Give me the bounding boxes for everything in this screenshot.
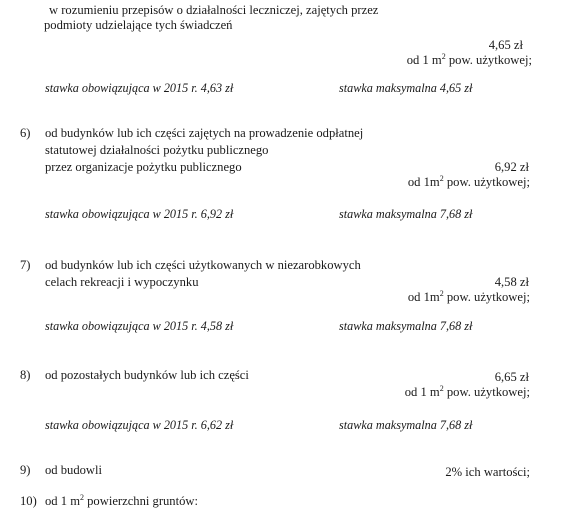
item7-unit: od $1m^2$ pow. użytkowej; [407,289,530,304]
item9-text: od budowli [45,463,103,477]
item5-text-line2: podmioty udzielające tych świadczeń [44,18,233,32]
item5-rate-2015: stawka obowiązująca w 2015 r. 4,63 zł [45,81,234,95]
item5-rate-max: stawka maksymalna 4,65 zł [339,81,473,95]
item6-rate-2015: stawka obowiązująca w 2015 r. 6,92 zł [45,207,234,221]
item8-rate-2015: stawka obowiązująca w 2015 r. 6,62 zł [45,418,234,432]
item8-number: 8) [20,368,31,382]
item9-number: 9) [20,463,31,477]
item8-amount: 6,65 zł [494,370,529,384]
item7-text-line1: od budynków lub ich części użytkowanych w niezarobkowych [45,258,361,272]
item7-rate-2015: stawka obowiązująca w 2015 r. 4,58 zł [45,319,234,333]
item6-text-line1: od budynków lub ich części zajętych na prowadzenie odpłatnej [45,126,364,140]
item7-amount: 4,58 zł [494,275,529,289]
item7-number: 7) [20,258,31,272]
item6-unit: od $1m^2$ pow. użytkowej; [407,174,530,189]
item10-number: 10) [20,494,37,508]
item5-amount: 4,65 zł [488,38,523,52]
item7-rate-max: stawka maksymalna 7,68 zł [339,319,473,333]
item6-rate-max: stawka maksymalna 7,68 zł [339,207,473,221]
item5-unit: od 1 $m^2$ pow. użytkowej; [406,52,532,67]
item6-text-line2: statutowej działalności pożytku publicznego [45,143,269,157]
item8-text-line1: od pozostałych budynków lub ich części [45,368,249,382]
item6-number: 6) [20,126,31,140]
item9-amount: 2% ich wartości; [445,465,530,479]
item6-amount: 6,92 zł [494,160,529,174]
item8-unit: od 1 $m^2$ pow. użytkowej; [404,384,530,399]
item10-text: od 1 $m^2$ powierzchni gruntów: [45,493,198,508]
item6-text-line3: przez organizacje pożytku publicznego [45,160,242,174]
item7-text-line2: celach rekreacji i wypoczynku [45,275,199,289]
item5-text-line1: w rozumieniu przepisów o działalności leczniczej, zajętych przez [49,3,379,17]
item8-rate-max: stawka maksymalna 7,68 zł [339,418,473,432]
